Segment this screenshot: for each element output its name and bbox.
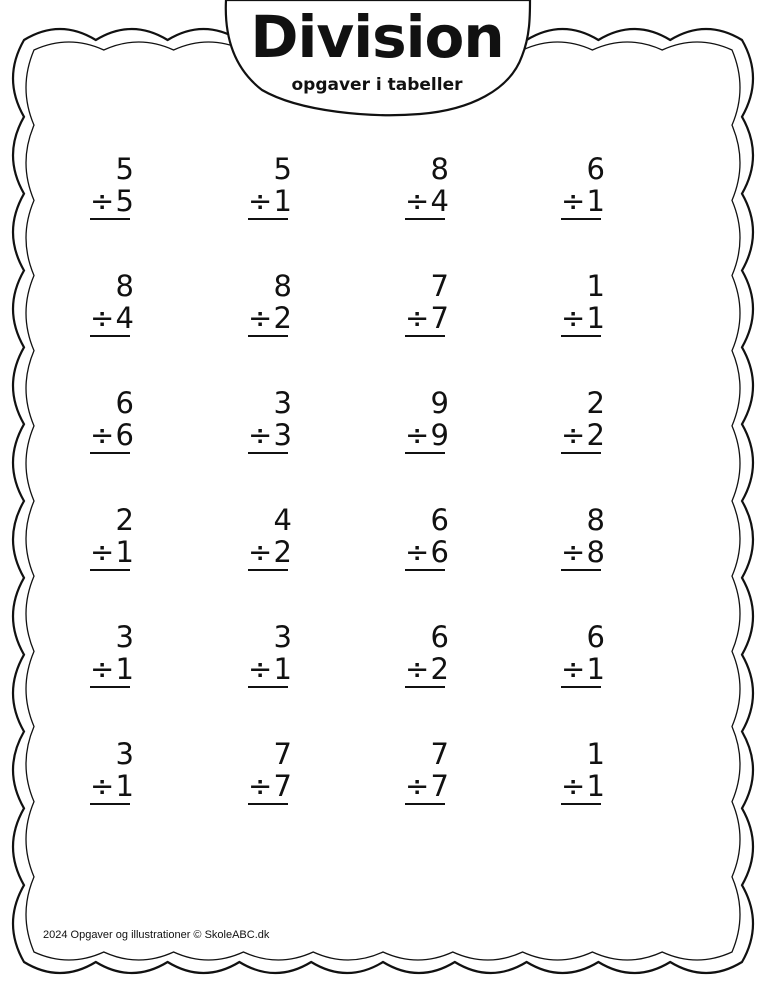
divisor: 1 bbox=[586, 184, 605, 218]
division-problem bbox=[391, 387, 461, 471]
division-sign: ÷ bbox=[405, 769, 430, 803]
dividend: 3 bbox=[115, 737, 134, 771]
answer-line bbox=[561, 686, 601, 688]
divisor: 1 bbox=[586, 301, 605, 335]
answer-line bbox=[90, 686, 130, 688]
divisor: 1 bbox=[273, 652, 292, 686]
answer-line bbox=[561, 218, 601, 220]
divisor-row bbox=[561, 185, 605, 217]
divisor: 6 bbox=[115, 418, 134, 452]
dividend: 6 bbox=[586, 620, 605, 654]
divisor-row bbox=[248, 302, 292, 334]
division-sign: ÷ bbox=[405, 652, 430, 686]
divisor-row bbox=[248, 653, 292, 685]
divisor-row bbox=[561, 536, 605, 568]
dividend: 2 bbox=[115, 503, 134, 537]
dividend: 9 bbox=[430, 386, 449, 420]
division-sign: ÷ bbox=[405, 418, 430, 452]
divisor: 2 bbox=[273, 301, 292, 335]
answer-line bbox=[561, 452, 601, 454]
dividend: 3 bbox=[115, 620, 134, 654]
division-sign: ÷ bbox=[405, 184, 430, 218]
division-problem bbox=[234, 738, 304, 822]
division-sign: ÷ bbox=[248, 418, 273, 452]
division-sign: ÷ bbox=[561, 769, 586, 803]
division-sign: ÷ bbox=[248, 301, 273, 335]
answer-line bbox=[90, 335, 130, 337]
divisor-row bbox=[248, 419, 292, 451]
answer-line bbox=[405, 218, 445, 220]
answer-line bbox=[561, 803, 601, 805]
division-problem bbox=[391, 153, 461, 237]
dividend: 7 bbox=[273, 737, 292, 771]
division-problem bbox=[76, 270, 146, 354]
division-sign: ÷ bbox=[248, 184, 273, 218]
answer-line bbox=[248, 803, 288, 805]
dividend: 8 bbox=[430, 152, 449, 186]
answer-line bbox=[90, 218, 130, 220]
divisor: 1 bbox=[586, 652, 605, 686]
divisor: 8 bbox=[586, 535, 605, 569]
answer-line bbox=[561, 569, 601, 571]
divisor: 1 bbox=[115, 652, 134, 686]
divisor: 2 bbox=[430, 652, 449, 686]
answer-line bbox=[248, 335, 288, 337]
division-problem bbox=[391, 270, 461, 354]
divisor: 2 bbox=[273, 535, 292, 569]
division-problem bbox=[547, 153, 617, 237]
divisor-row bbox=[405, 419, 449, 451]
dividend: 1 bbox=[586, 737, 605, 771]
divisor-row bbox=[248, 185, 292, 217]
divisor: 2 bbox=[586, 418, 605, 452]
dividend: 2 bbox=[586, 386, 605, 420]
divisor: 4 bbox=[430, 184, 449, 218]
answer-line bbox=[248, 686, 288, 688]
divisor: 7 bbox=[273, 769, 292, 803]
division-problem bbox=[234, 387, 304, 471]
division-sign: ÷ bbox=[248, 769, 273, 803]
division-sign: ÷ bbox=[561, 418, 586, 452]
divisor: 1 bbox=[115, 535, 134, 569]
divisor: 7 bbox=[430, 769, 449, 803]
answer-line bbox=[248, 218, 288, 220]
divisor-row bbox=[405, 302, 449, 334]
division-problem bbox=[76, 621, 146, 705]
divisor-row bbox=[90, 653, 134, 685]
dividend: 7 bbox=[430, 269, 449, 303]
divisor: 3 bbox=[273, 418, 292, 452]
dividend: 6 bbox=[430, 503, 449, 537]
division-sign: ÷ bbox=[248, 535, 273, 569]
dividend: 1 bbox=[586, 269, 605, 303]
division-sign: ÷ bbox=[90, 301, 115, 335]
division-sign: ÷ bbox=[90, 184, 115, 218]
division-problem bbox=[76, 738, 146, 822]
divisor-row bbox=[248, 770, 292, 802]
divisor-row bbox=[90, 302, 134, 334]
division-problem bbox=[76, 153, 146, 237]
division-problem bbox=[234, 270, 304, 354]
division-sign: ÷ bbox=[561, 301, 586, 335]
divisor-row bbox=[405, 185, 449, 217]
dividend: 8 bbox=[273, 269, 292, 303]
dividend: 8 bbox=[115, 269, 134, 303]
answer-line bbox=[405, 803, 445, 805]
division-problem bbox=[547, 387, 617, 471]
division-sign: ÷ bbox=[90, 769, 115, 803]
dividend: 3 bbox=[273, 620, 292, 654]
divisor-row bbox=[90, 185, 134, 217]
answer-line bbox=[90, 569, 130, 571]
divisor: 6 bbox=[430, 535, 449, 569]
dividend: 5 bbox=[115, 152, 134, 186]
division-sign: ÷ bbox=[90, 652, 115, 686]
answer-line bbox=[90, 452, 130, 454]
division-problem bbox=[547, 621, 617, 705]
division-sign: ÷ bbox=[561, 184, 586, 218]
divisor: 9 bbox=[430, 418, 449, 452]
divisor-row bbox=[90, 536, 134, 568]
division-sign: ÷ bbox=[248, 652, 273, 686]
dividend: 4 bbox=[273, 503, 292, 537]
division-sign: ÷ bbox=[90, 418, 115, 452]
dividend: 7 bbox=[430, 737, 449, 771]
divisor-row bbox=[90, 770, 134, 802]
division-problem bbox=[391, 504, 461, 588]
division-problem bbox=[547, 270, 617, 354]
answer-line bbox=[248, 569, 288, 571]
division-sign: ÷ bbox=[405, 535, 430, 569]
divisor: 7 bbox=[430, 301, 449, 335]
division-problem bbox=[234, 504, 304, 588]
division-problem bbox=[234, 621, 304, 705]
division-sign: ÷ bbox=[561, 652, 586, 686]
answer-line bbox=[405, 452, 445, 454]
division-problem bbox=[234, 153, 304, 237]
divisor: 1 bbox=[273, 184, 292, 218]
divisor-row bbox=[405, 653, 449, 685]
answer-line bbox=[248, 452, 288, 454]
division-problem bbox=[76, 387, 146, 471]
divisor-row bbox=[561, 302, 605, 334]
divisor: 1 bbox=[115, 769, 134, 803]
divisor-row bbox=[248, 536, 292, 568]
dividend: 8 bbox=[586, 503, 605, 537]
dividend: 6 bbox=[586, 152, 605, 186]
division-problem bbox=[391, 621, 461, 705]
answer-line bbox=[561, 335, 601, 337]
divisor-row bbox=[561, 770, 605, 802]
divisor-row bbox=[90, 419, 134, 451]
divisor: 5 bbox=[115, 184, 134, 218]
divisor: 1 bbox=[586, 769, 605, 803]
answer-line bbox=[405, 569, 445, 571]
dividend: 5 bbox=[273, 152, 292, 186]
page-title: Division bbox=[250, 3, 504, 71]
dividend: 3 bbox=[273, 386, 292, 420]
division-sign: ÷ bbox=[405, 301, 430, 335]
divisor: 4 bbox=[115, 301, 134, 335]
division-problem bbox=[547, 738, 617, 822]
answer-line bbox=[405, 686, 445, 688]
dividend: 6 bbox=[430, 620, 449, 654]
answer-line bbox=[405, 335, 445, 337]
divisor-row bbox=[405, 770, 449, 802]
dividend: 6 bbox=[115, 386, 134, 420]
answer-line bbox=[90, 803, 130, 805]
division-problem bbox=[547, 504, 617, 588]
divisor-row bbox=[561, 653, 605, 685]
division-sign: ÷ bbox=[90, 535, 115, 569]
division-problem bbox=[391, 738, 461, 822]
division-sign: ÷ bbox=[561, 535, 586, 569]
divisor-row bbox=[405, 536, 449, 568]
divisor-row bbox=[561, 419, 605, 451]
page-subtitle: opgaver i tabeller bbox=[291, 75, 463, 95]
copyright-footer: 2024 Opgaver og illustrationer © SkoleABC.dk bbox=[43, 929, 270, 941]
division-problem bbox=[76, 504, 146, 588]
